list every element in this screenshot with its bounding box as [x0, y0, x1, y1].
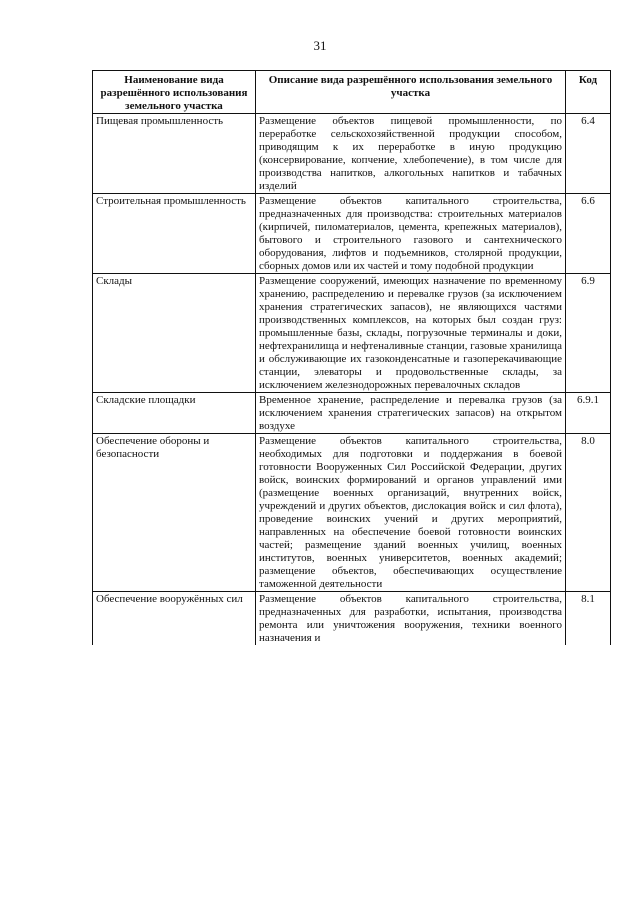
- table-row: [93, 114, 611, 194]
- table-row: [93, 434, 611, 592]
- row-name: Строительная промышленность: [93, 194, 256, 274]
- row-name: Обеспечение обороны и безопасности: [93, 434, 256, 592]
- table-header-row: [93, 71, 611, 114]
- table-row: [93, 194, 611, 274]
- row-description: Размещение объектов капитального строительства, предназначенных для производства: строительных материалов (кирпичей, пиломатериалов, цемента, крепежных материалов), бытового и строительного газового и сантехнического оборудования, лифтов и подъемников, столярной продукции, сборных домов или их частей и тому подобной продукции: [256, 194, 566, 274]
- header-name: Наименование вида разрешённого использования земельного участка: [93, 71, 256, 114]
- row-name: Обеспечение вооружённых сил: [93, 592, 256, 646]
- row-name: Склады: [93, 274, 256, 393]
- row-code: 6.9.1: [566, 393, 611, 434]
- row-description: Размещение объектов капитального строительства, необходимых для подготовки и поддержания в боевой готовности Вооруженных Сил Российской Федерации, других войск, воинских формирований и органов управлений ими (размещение военных организаций, внутренних войск, учреждений и других объектов, дислокация войск и сил флота), проведение воинских учений и других мероприятий, направленных на обеспечение боевой готовности воинских частей; размещение зданий военных училищ, военных институтов, военных университетов, военных академий; размещение объектов, обеспечивающих осуществление таможенной деятельности: [256, 434, 566, 592]
- table-row: [93, 393, 611, 434]
- row-description: Размещение объектов пищевой промышленности, по переработке сельскохозяйственной продукции способом, приводящим к их переработке в иную продукцию (консервирование, копчение, хлебопечение), в том числе для производства напитков, алкогольных напитков и табачных изделий: [256, 114, 566, 194]
- row-description: Временное хранение, распределение и перевалка грузов (за исключением хранения стратегических запасов) на открытом воздухе: [256, 393, 566, 434]
- row-code: 6.6: [566, 194, 611, 274]
- table-row: [93, 274, 611, 393]
- page-number: 31: [313, 38, 327, 53]
- row-code: 8.0: [566, 434, 611, 592]
- row-name: Складские площадки: [93, 393, 256, 434]
- row-code: 6.4: [566, 114, 611, 194]
- row-code: 6.9: [566, 274, 611, 393]
- row-code: 8.1: [566, 592, 611, 646]
- row-name: Пищевая промышленность: [93, 114, 256, 194]
- table-row: [93, 592, 611, 646]
- row-description: Размещение сооружений, имеющих назначение по временному хранению, распределению и перевалке грузов (за исключением хранения стратегических запасов), не являющихся частями производственных комплексов, на которых был создан груз: промышленные базы, склады, погрузочные терминалы и доки, нефтехранилища и нефтеналивные станции, газовые хранилища и обслуживающие их газоконденсатные и газоперекачивающие станции, элеваторы и продовольственные склады, за исключением железнодорожных перевалочных складов: [256, 274, 566, 393]
- row-description: Размещение объектов капитального строительства, предназначенных для разработки, испытания, производства ремонта или уничтожения вооружения, техники военного назначения и: [256, 592, 566, 646]
- header-code: Код: [566, 71, 611, 114]
- header-description: Описание вида разрешённого использования земельного участка: [256, 71, 566, 114]
- land-use-table: [92, 70, 611, 645]
